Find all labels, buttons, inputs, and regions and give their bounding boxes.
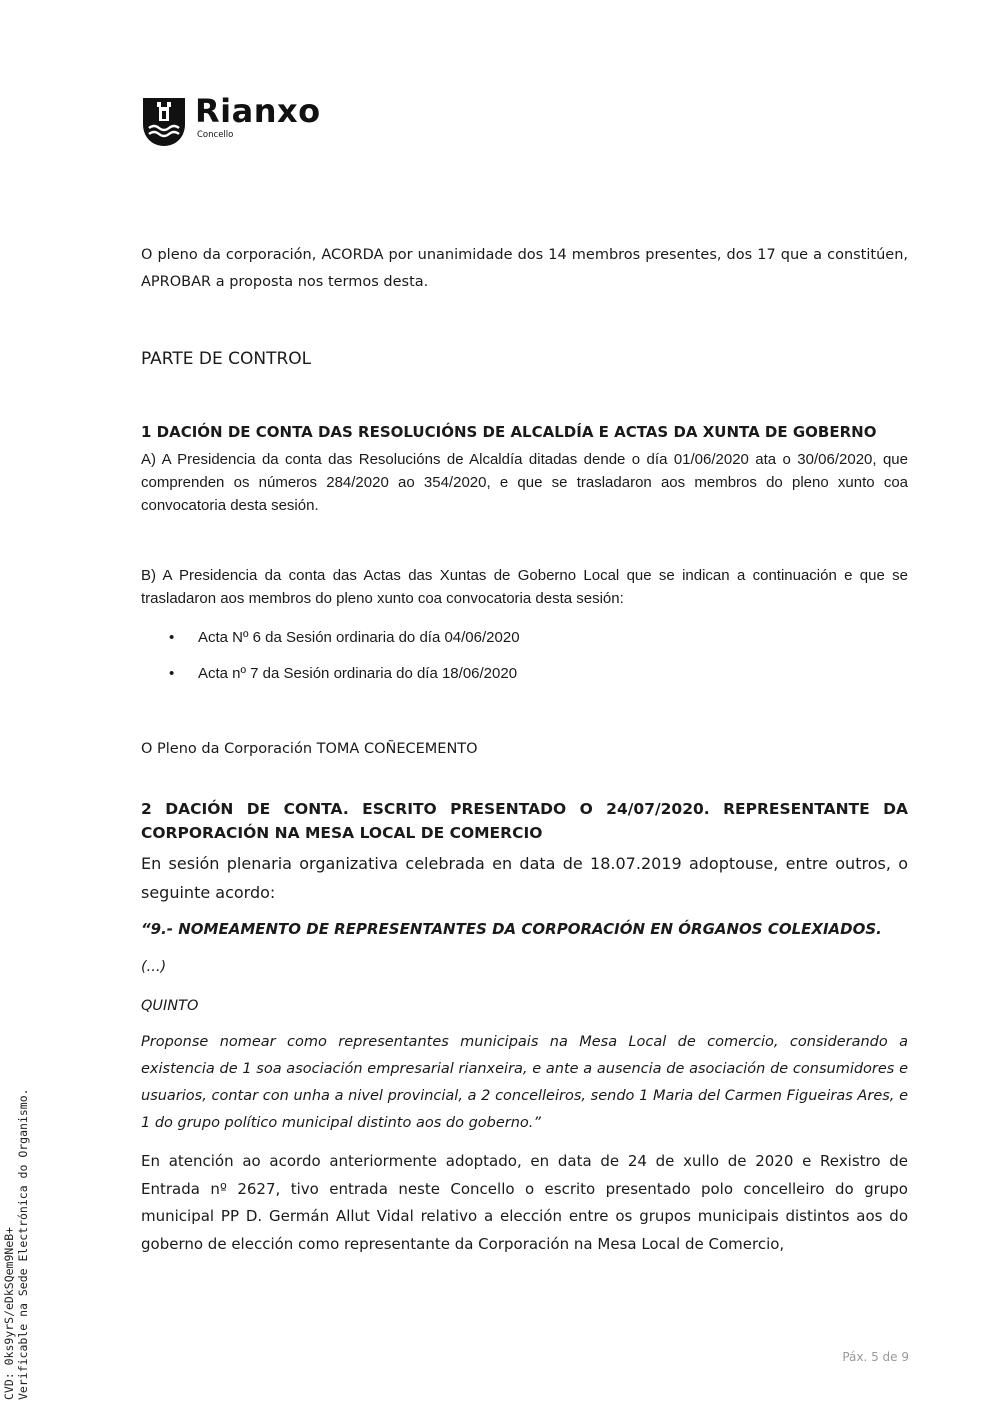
paragraph-a: A) A Presidencia da conta das Resolucións de Alcaldía ditadas dende o día 01/06/2020 ata o 30/06/2020, que comprenden os números 284/2020 ao 354/2020, e que se trasladaron aos membros do pleno xunto coa convocatoria desta sesión. <box>141 451 908 514</box>
paragraph-sesion-plenaria: En sesión plenaria organizativa celebrada en data de 18.07.2019 adoptouse, entre outros, o seguinte acordo: <box>141 854 908 902</box>
paragraph-b: B) A Presidencia da conta das Actas das Xuntas de Goberno Local que se indican a continuación e que se trasladaron aos membros do pleno xunto coa convocatoria desta sesión: <box>141 567 908 607</box>
logo-subtitle: Concello <box>197 130 234 140</box>
list-item <box>141 627 908 663</box>
verification-note: Verificable na Sede Electrónica do Organismo. <box>16 1088 30 1400</box>
quote-heading: “9.- NOMEAMENTO DE REPRESENTANTES DA CORPORACIÓN EN ÓRGANOS COLEXIADOS. <box>141 920 882 938</box>
quote-body: Proponse nomear como representantes municipais na Mesa Local de comercio, considerando a existencia de 1 soa asociación empresarial rianxeira, e ante a ausencia de asociación de consumidores e usuarios, contar con unha a nivel provincial, a 2 concelleiros, sendo 1 Maria del Carmen Figueiras Ares, e 1 do grupo político municipal distinto aos do goberno.” <box>141 1034 908 1131</box>
bullet-icon: • <box>169 629 175 646</box>
item-1-heading: 1 DACIÓN DE CONTA DAS RESOLUCIÓNS DE ALCALDÍA E ACTAS DA XUNTA DE GOBERNO <box>141 423 877 441</box>
approval-paragraph: O pleno da corporación, ACORDA por unanimidade dos 14 membros presentes, dos 17 que a constitúen, APROBAR a proposta nos termos desta. <box>141 247 908 290</box>
bullet-icon: • <box>169 665 175 682</box>
rianxo-logo <box>141 94 341 150</box>
section-parte-de-control: PARTE DE CONTROL <box>141 349 312 369</box>
list-item <box>141 663 908 699</box>
verification-stamp <box>2 1000 30 1400</box>
rianxo-tower-shield-icon <box>141 96 187 148</box>
page-number: Páx. 5 de 9 <box>842 1350 909 1364</box>
ellipsis: (...) <box>141 959 167 975</box>
csv-code: CVD: 0ks9yrS/eDkSQem9NeB+ <box>2 1226 16 1400</box>
item-2-heading: 2 DACIÓN DE CONTA. ESCRITO PRESENTADO O 24/07/2020. REPRESENTANTE DA CORPORACIÓN NA MESA LOCAL DE COMERCIO <box>141 800 908 842</box>
acts-list <box>141 627 908 699</box>
act-label: Acta nº 7 da Sesión ordinaria do día 18/06/2020 <box>198 665 518 682</box>
toma-conecemento: O Pleno da Corporación TOMA COÑECEMENTO <box>141 741 478 757</box>
paragraph-atencion: En atención ao acordo anteriormente adoptado, en data de 24 de xullo de 2020 e Rexistro de Entrada nº 2627, tivo entrada neste Concello o escrito presentado polo concelleiro do grupo municipal PP D. Germán Allut Vidal relativo a elección entre os grupos municipais distintos aos do goberno de elección como representante da Corporación na Mesa Local de Comercio, <box>141 1152 908 1253</box>
document-body <box>141 242 908 1258</box>
logo-name: Rianxo <box>195 92 321 130</box>
quinto-label: QUINTO <box>141 998 199 1014</box>
act-label: Acta Nº 6 da Sesión ordinaria do día 04/06/2020 <box>198 629 520 646</box>
